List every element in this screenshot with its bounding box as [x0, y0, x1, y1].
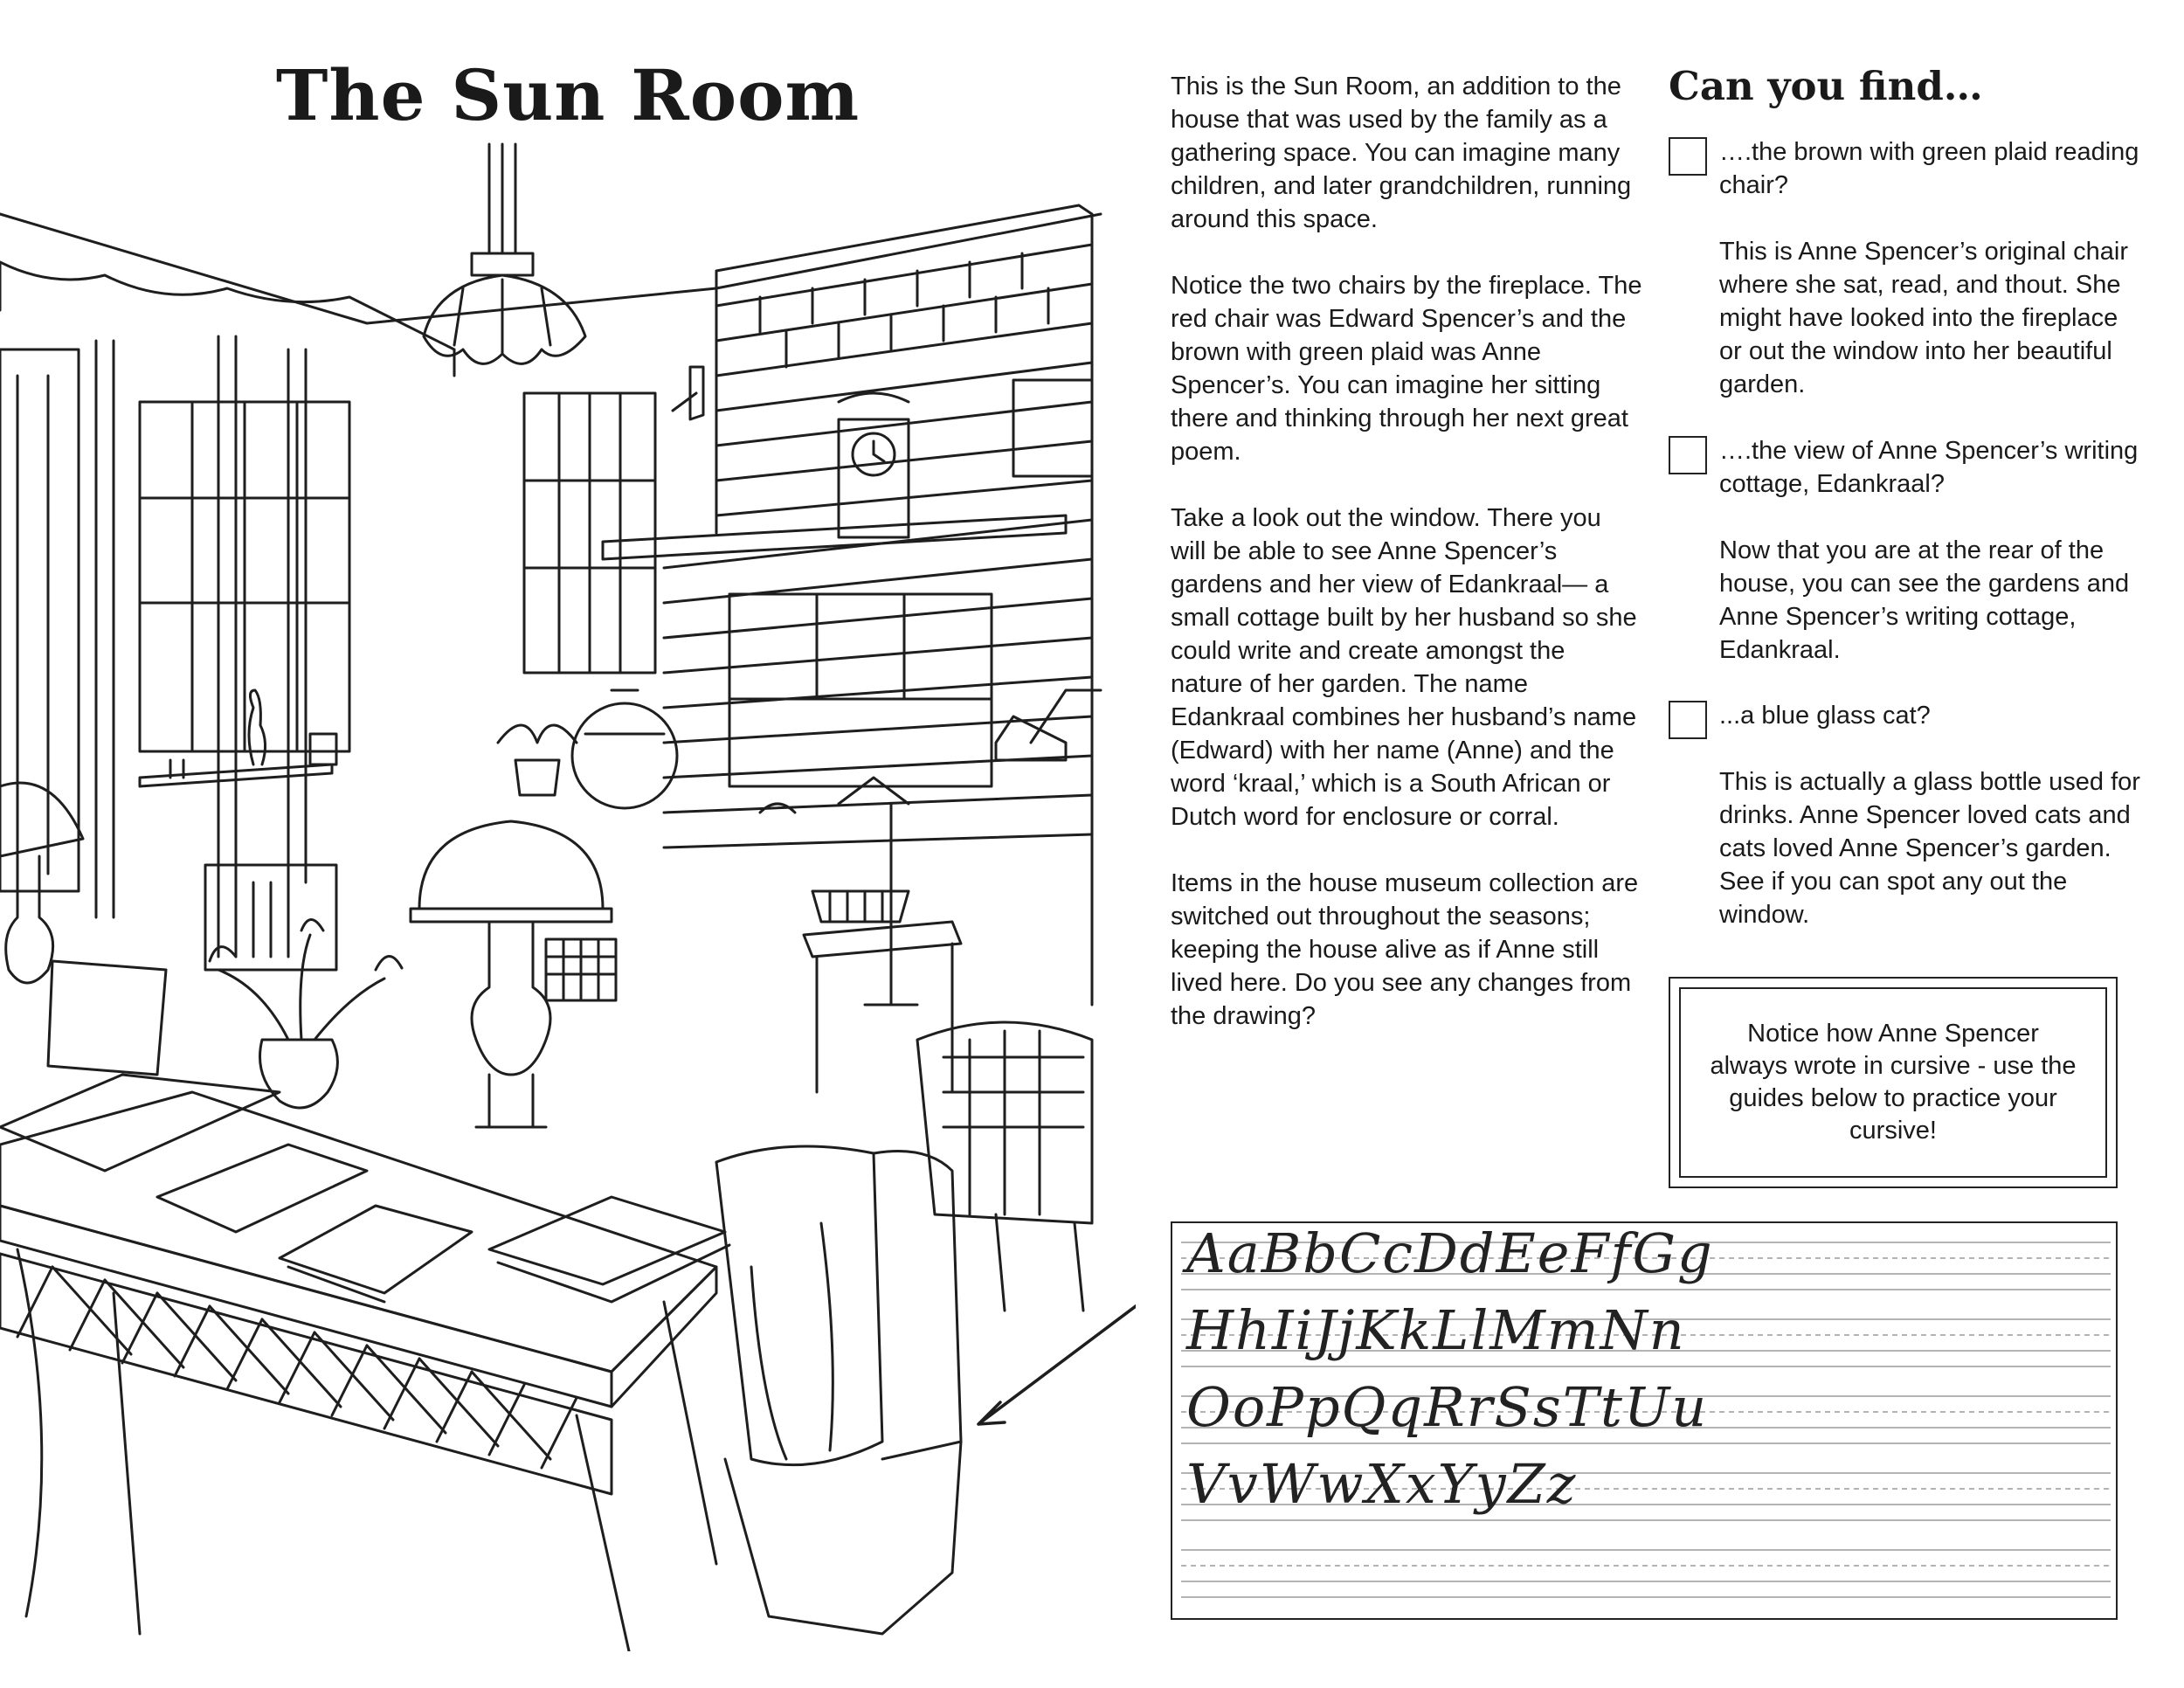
picture-frame: [1013, 380, 1092, 476]
find-answer: This is Anne Spencer’s original chair where she sat, read, and thout. She might have looked into the fireplace or out the window into her beautiful garden.: [1719, 238, 2129, 398]
wall-sconce: [673, 367, 703, 419]
fish-bowl: [572, 690, 677, 808]
find-question: ….the view of Anne Spencer’s writing cottage, Edankraal?: [1719, 437, 2139, 498]
desk-items: [0, 961, 729, 1302]
find-heading: Can you find…: [1669, 63, 1983, 109]
find-answer: This is actually a glass bottle used for drinks. Anne Spencer loved cats and cats loved Anne Spencer’s garden. See if you can spot any out the window.: [1719, 768, 2140, 929]
find-question: ….the brown with green plaid reading chair?: [1719, 138, 2139, 199]
cursive-row: VvWwXxYyZz: [1186, 1452, 1578, 1516]
cursive-practice-area: [1171, 1221, 2118, 1620]
intro-paragraph: Take a look out the window. There you will be able to see Anne Spencer’s gardens and her view of Edankraal— a small cottage built by her husband so she could write and create amongst the nature of her garden. The name Edankraal combines her husband’s name (Edward) with her name (Anne) and the word ‘kraal,’ which is a South African or Dutch word for enclosure or corral.: [1171, 504, 1637, 831]
plaid-chair: [917, 1022, 1092, 1311]
intro-text: [1171, 70, 1642, 1066]
side-cabinet: [205, 865, 336, 970]
find-item-cottage: [1669, 434, 2140, 667]
find-item-glass-cat: [1669, 699, 2140, 931]
armchair: [716, 1146, 961, 1634]
find-answer: Now that you are at the rear of the house, you can see the gardens and Anne Spencer’s writing cottage, Edankraal.: [1719, 536, 2130, 664]
cursive-row: OoPpQqRrSsTtUu: [1186, 1375, 1709, 1439]
intro-paragraph: Notice the two chairs by the fireplace. The red chair was Edward Spencer’s and the brown with green plaid was Anne Spencer’s. You can imagine her sitting there and thinking through her next great poem.: [1171, 272, 1642, 466]
left-window: [0, 336, 349, 917]
find-checkbox[interactable]: [1669, 137, 1707, 176]
window-valance: [0, 262, 454, 376]
intro-paragraph: This is the Sun Room, an addition to the house that was used by the family as a gathering space. You can imagine many children, and later grandchildren, running around this space.: [1171, 73, 1632, 233]
page-title: The Sun Room: [275, 54, 860, 136]
find-checkbox[interactable]: [1669, 701, 1707, 739]
hanging-lamp: [424, 144, 585, 363]
intro-paragraph: Items in the house museum collection are switched out throughout the seasons; keeping the house alive as if Anne still lived here. Do you see any changes from the drawing?: [1171, 869, 1639, 1030]
potted-plant: [498, 725, 577, 795]
cursive-row: AaBbCcDdEeFfGg: [1186, 1221, 1714, 1285]
sun-room-illustration: [0, 131, 1136, 1651]
plaid-cushion: [546, 939, 616, 1000]
pointer-arrow: [978, 1280, 1136, 1424]
notice-box: [1669, 977, 2118, 1188]
notice-text: Notice how Anne Spencer always wrote in cursive - use the guides below to practice your cursive!: [1679, 987, 2107, 1178]
middle-window: [524, 393, 655, 673]
find-item-chair: [1669, 135, 2140, 401]
cursive-row: HhIiJjKkLlMmNn: [1186, 1298, 1686, 1362]
find-question: ...a blue glass cat?: [1719, 702, 1931, 730]
find-checkbox[interactable]: [1669, 436, 1707, 474]
flower-vase: [210, 920, 402, 1109]
fireplace-side-table: [804, 891, 961, 1092]
left-table-lamp: [0, 783, 83, 983]
floor-lamp: [865, 690, 1101, 1005]
